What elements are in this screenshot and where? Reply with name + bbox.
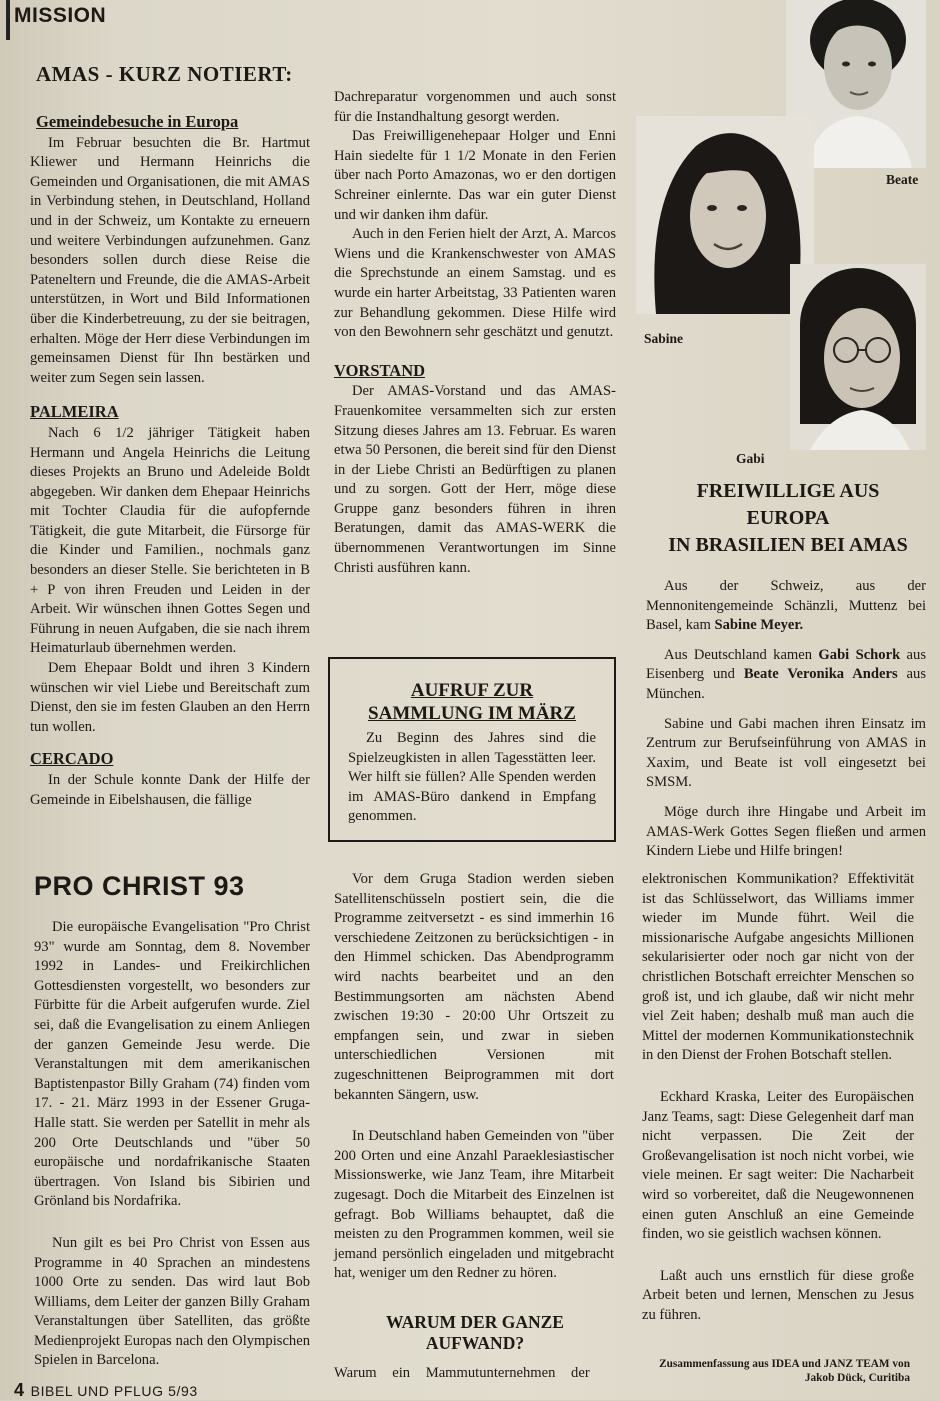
palmeira-heading: PALMEIRA — [30, 402, 119, 422]
page-number: 4 — [14, 1380, 25, 1400]
kurz-notiert-title: AMAS - KURZ NOTIERT: — [36, 62, 293, 86]
prochrist-column-1 — [34, 918, 310, 1371]
freiwillige-title — [636, 478, 940, 559]
page-footer — [14, 1380, 198, 1401]
freiwillige-title-2: EUROPA — [746, 507, 830, 529]
dachreparatur-text: Dachreparatur vorgenommen und auch sonst für die Instandhaltung gesorgt werden. — [334, 89, 616, 125]
prochrist-column-2 — [334, 870, 614, 1284]
gemeinde-heading: Gemeindebesuche in Europa — [36, 112, 239, 131]
name-beate: Beate Veronika Anders — [743, 666, 898, 683]
prochrist-text-4: In Deutschland haben Gemeinden von "über 200 Orten und eine Anzahl Paraeklesiastischer Missionswerke, wie Janz Team, ihre Mitarbeit zugesagt. Doch die Mitarbeit des Einzelnen ist gefragt. Bob Williams behauptet, daß die meisten zu den Programmen kommen, weil sie jemand persönlich eingeladen und mitgebracht hat, weniger um den Redner zu hören. — [334, 1128, 614, 1282]
palmeira-text-1: Nach 6 1/2 jähriger Tätigkeit haben Hermann und Angela Heinrichs die Leitung dieses Projekts an Bruno und Adeleide Boldt abgegeben. Wir danken dem Ehepaar Heinrichs mit Tochter Claudia für die aufopfernde Tätigkeit, die gute Mitarbeit, die Fürsorge für die Kinder und Familien., nochmals ganz besonders an dieser Stelle. Sie berichteten in B + P von ihren Freuden und Leiden in der Arbeit. Wir wünschen ihnen Gottes Segen und Führung in neuen Aufgaben, die sie nach ihrem Heimaturlaub übernehmen werden. — [30, 424, 310, 657]
warum-heading-2: AUFWAND? — [425, 1333, 525, 1353]
binding-edge — [6, 0, 10, 40]
freiwillige-text-3: Sabine und Gabi machen ihren Einsatz im Zentrum zur Berufseinführung von AMAS in Xaxim, und Beate ist voll eingesetzt bei SMSM. — [646, 715, 926, 791]
prochrist-text-6: elektronischen Kommunikation? Effektivität ist das Schlüsselwort, das Williams immer wieder im Munde führt. Weil die missionarische Aufgabe angesichts Millionen sekularisierter oder noch gar nicht von der christlichen Botschaft erreichter Menschen so groß ist, und ich glaube, daß wir nicht mehr viel Zeit haben; deshalb muß man auch die Mittel der modernen Kommunikationstechnik in den Dienst der Frohen Botschaft stellen. — [642, 871, 914, 1064]
gemeinde-text: Im Februar besuchten die Br. Hartmut Kliewer und Hermann Heinrichs die Gemeinden und Organisationen, die mit AMAS in Verbindung stehen, in Deutschland, Holland und in der Schweiz, um Kontakte zu erneuern und weitere Verbindungen aufzunehmen. Ganz besonders sollen durch diese Reise die Pateneltern und Freunde, die die AMAS-Arbeit unterstützen, in Wort und Bild Informationen über die Kinderbetreuung, zu der sie beitragen, erhalten. Möge der Herr diese Verbindungen im gemeinsamen Dienst für Ihn bestärken und weiter zum Segen sein lassen. — [30, 134, 310, 386]
prochrist-text-5: Warum ein Mammutunternehmen der — [334, 1365, 590, 1381]
vorstand-text: Der AMAS-Vorstand und das AMAS-Frauenkomitee versammelten sich zur ersten Sitzung dieses Jahres am 13. Februar. Es waren etwa 50 Personen, die bereit sind für den Dienst in der Liebe Christi an Bedürftigen zu planen und zu sorgen. Gott der Herr, möge diese Gruppe ganz besonders führen in ihren Beratungen, damit das AMAS-WERK die übernommenen Verantwortungen im Sinne Christi ausführen kann. — [334, 383, 616, 576]
freiwillige-text-2b: aus Eisenberg und — [646, 646, 927, 683]
photo-gabi — [790, 264, 926, 450]
credit-line-2: Jakob Dück, Curitiba — [804, 1372, 910, 1384]
article-credit — [646, 1357, 910, 1385]
freiwillige-title-1: FREIWILLIGE AUS — [696, 480, 880, 502]
prochrist-column-2-end — [334, 1364, 614, 1384]
portrait-sabine-image — [636, 116, 814, 314]
prochrist-text-3: Vor dem Gruga Stadion werden sieben Satellitenschüsseln postiert sein, die die Programme zeitversetzt - es sind immerhin 16 verschiedene Zeitzonen zu berücksichtigen - in den Himmel schicken. Das Abendprogramm wird nachts bearbeitet und an den Bestimmungsorten am nächsten Abend zwischen 19:30 - 20:00 Uhr Ortszeit zu empfangen sein, und zwar in sieben unterschiedlichen Versionen mit zugeschnittenen Beiprogrammen mit dort bekannten Sängern, usw. — [334, 871, 614, 1103]
prochrist-text-1: Die europäische Evangelisation "Pro Christ 93" wurde am Sonntag, dem 8. November 1992 in Landes- und Freikirchlichen Gottesdiensten vorgestellt, wo besonders zur Fürbitte für die Arbeit aufgerufen wurde. Ziel sei, daß die Evangelisation zu einem Anliegen der ganzen Gemeinde Jesu werde. Die Veranstaltungen mit dem amerikanischen Baptistenpastor Billy Graham (74) finden vom 17. - 21. März 1993 in der Essener Gruga-Halle statt. Sie werden per Satellit in mehr als 200 Orte Deutschlands und "über 50 europäische und nordafrikanische Staaten übertragen. Von Island bis Sibirien und Grönland bis Nordafrika. — [34, 919, 310, 1210]
section-label: MISSION — [14, 4, 107, 27]
freiwillige-title-3: IN BRASILIEN BEI AMAS — [668, 534, 908, 556]
freiwillige-text-2a: Aus Deutschland kamen — [664, 646, 819, 663]
cercado-text: In der Schule konnte Dank der Hilfe der Gemeinde in Eibelshausen, die fällige — [30, 772, 310, 808]
freiwillige-text-1a: Aus der Schweiz, aus der Mennonitengemeinde Schänzli, Muttenz bei Basel, kam — [646, 578, 926, 634]
freiwilligenehepaar-text: Das Freiwilligenehepaar Holger und Enni Hain siedelte für 1 1/2 Monate in den Ferien über nach Porto Amazonas, wo er den dortigen Schreiner einlernte. Das war ein guter Dienst und wir danken ihm dafür. — [334, 128, 616, 223]
photo-sabine — [636, 116, 814, 314]
aufruf-box — [328, 657, 616, 842]
freiwillige-text-2 — [646, 646, 926, 705]
prochrist-text-8: Laßt auch uns ernstlich für diese große Arbeit beten und lernen, Menschen zu Jesus zu führen. — [642, 1267, 914, 1323]
prochrist-title: PRO CHRIST 93 — [34, 871, 245, 901]
freiwillige-column — [646, 577, 926, 862]
aufruf-title-2: SAMMLUNG IM MÄRZ — [368, 703, 576, 724]
name-sabine: Sabine Meyer. — [714, 617, 804, 634]
prochrist-text-2: Nun gilt es bei Pro Christ von Essen aus Programme in 40 Sprachen an mindestens 1000 Orte zu senden. Das wird laut Bob Williams, dem Leiter der ganzen Billy Graham Veranstaltungen über Satelliten, das größte Medienprojekt Europas nach den Olympischen Spielen in Barcelona. — [34, 1234, 310, 1369]
arzt-text: Auch in den Ferien hielt der Arzt, A. Marcos Wiens und die Krankenschwester von AMAS die Sprechstunde an einem Samstag. und es wurde ein harter Arbeitstag, 33 Patienten waren zur Behandlung gekommen. Diese Hilfe wird von den Bewohnern sehr geschätzt und genutzt. — [334, 226, 616, 341]
palmeira-text-2: Dem Ehepaar Boldt und ihren 3 Kindern wünschen wir viel Liebe und Bereitschaft zum Dienst, den sie im festen Glauben an den Herrn tun wollen. — [30, 660, 310, 735]
aufruf-text: Zu Beginn des Jahres sind die Spielzeugkisten in allen Tagesstätten leer. Wer hilft sie füllen? Alle Spenden werden im AMAS-Büro dankend in Empfang genommen. — [348, 730, 596, 825]
freiwillige-text-4: Möge durch ihre Hingabe und Arbeit im AMAS-Werk Gottes Segen fließen und armen Kindern Liebe und Hilfe bringen! — [646, 803, 926, 860]
kurz-left-column — [30, 112, 310, 810]
magazine-issue: BIBEL UND PFLUG 5/93 — [30, 1383, 198, 1399]
caption-beate: Beate — [886, 172, 919, 187]
cercado-heading: CERCADO — [30, 749, 114, 769]
warum-heading-1: WARUM DER GANZE — [386, 1312, 564, 1332]
warum-heading — [340, 1312, 610, 1354]
freiwillige-text-2c: aus München. — [646, 666, 926, 702]
caption-gabi: Gabi — [736, 451, 765, 466]
prochrist-text-7: Eckhard Kraska, Leiter des Europäischen Janz Teams, sagt: Diese Gelegenheit darf man nicht verpassen. Die Zeit der Großevangelisation ist noch nicht vorbei, wie viele meinen. Er sagt weiter: Die Nacharbeit wird so vorbereitet, daß die Neugewonnenen einen guten Anschluß an eine Gemeinde finden, wo sie geistlich wachsen können. — [642, 1088, 914, 1243]
freiwillige-text-1 — [646, 577, 926, 636]
portrait-gabi-image — [790, 264, 926, 450]
vorstand-heading: VORSTAND — [334, 360, 426, 380]
aufruf-title-1: AUFRUF ZUR — [410, 680, 534, 701]
kurz-middle-column — [334, 88, 616, 578]
name-gabi: Gabi Schork — [818, 646, 901, 663]
credit-line-1: Zusammenfassung aus IDEA und JANZ TEAM von — [659, 1358, 910, 1370]
prochrist-column-3 — [642, 870, 914, 1325]
caption-sabine: Sabine — [644, 331, 684, 346]
